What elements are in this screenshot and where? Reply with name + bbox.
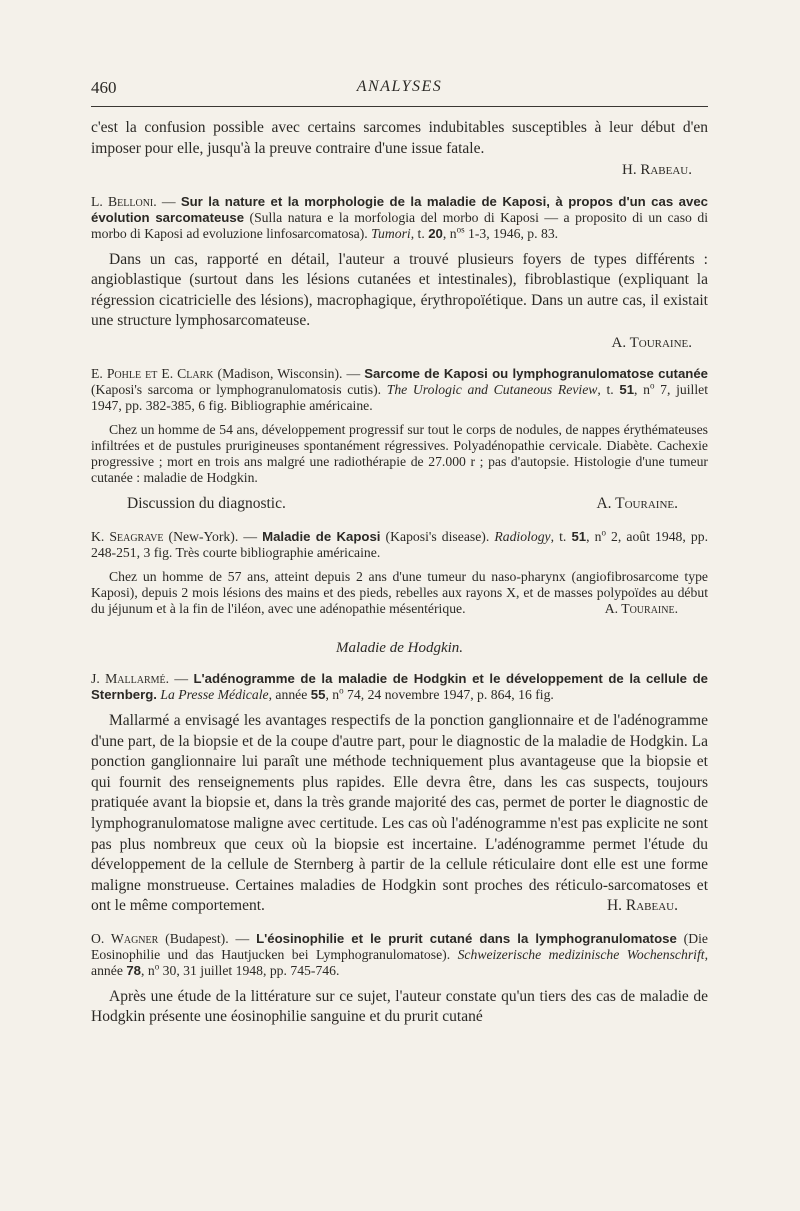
entry-author: E. Pohle et E. Clark bbox=[91, 366, 214, 381]
entry-ref-text: , n bbox=[634, 382, 650, 397]
entry-reference: L. Belloni. — Sur la nature et la morphologie de la maladie de Kaposi, à propos d'un cas avec évolution sarcomateuse (Sulla natura e la morfologia del morbo di Kaposi — a proposito di un caso di morbo di Kaposi ad evoluzione linfosarcomatosa). Tumori, t. 20, $n^{os}$ 1-3, 1946, p. 83. bbox=[91, 193, 708, 241]
entry-ref-text: , t. bbox=[410, 225, 425, 241]
entry-abstract: Dans un cas, rapporté en détail, l'auteur a trouvé plusieurs foyers de types différents : angioblastique (surtout dans les lésions cutanées et intestinales), fibroblastique (expliquant la régression cicatricielle des lésions), macrophagique, érythropoïétique. Dans un autre cas, il existait une structure lymphosarcomateuse. bbox=[91, 250, 708, 329]
entry-ref-text: (Kaposi's disease). bbox=[380, 528, 495, 544]
intro-signature: H. Rabeau. bbox=[622, 162, 692, 178]
intro-paragraph: c'est la confusion possible avec certains sarcomes indubitables susceptibles à leur début d'en imposer pour elle, jusqu'à la preuve contraire d'une issue fatale. bbox=[91, 119, 708, 157]
entry-ref-text: , n bbox=[586, 528, 602, 544]
entry-ref-text: , n bbox=[442, 225, 457, 241]
entry-ref-text: , t. bbox=[597, 382, 620, 397]
header-rule bbox=[91, 106, 708, 107]
entry-author: O. Wagner bbox=[91, 930, 159, 946]
entry-ref-text: 74, 24 novembre 1947, p. 864, 16 fig. bbox=[343, 687, 554, 702]
entry-discussion-line bbox=[91, 494, 708, 515]
entry-ref-text: (Die Eosinophilie und das Hautjucken bei Lymphogranulomatose). bbox=[91, 930, 708, 962]
entry-ref-text: , année bbox=[268, 687, 311, 702]
entry-title: Sur la nature et la morphologie de la maladie de Kaposi, à propos d'un cas avec évolution sarcomateuse bbox=[91, 193, 708, 225]
entry-journal: Radiology bbox=[494, 528, 551, 544]
entry-journal: Schweizerische medizinische Wochenschrift bbox=[457, 946, 705, 962]
entry-journal: La Presse Médicale bbox=[160, 687, 269, 702]
running-title: ANALYSES bbox=[356, 78, 443, 95]
entry-volume: 78 bbox=[126, 962, 142, 978]
entry-separator: — bbox=[169, 671, 194, 686]
entry-discussion: Discussion du diagnostic. bbox=[127, 495, 286, 512]
entry-place: (Budapest). — bbox=[158, 930, 257, 946]
entry-volume: 51 bbox=[571, 528, 587, 544]
article-body bbox=[91, 118, 708, 1028]
entry-signature: H. Rabeau. bbox=[606, 897, 678, 915]
entry-ref-sup: os bbox=[456, 223, 465, 234]
section-heading: Maladie de Hodgkin. bbox=[335, 639, 464, 656]
entry-ref-text: , n bbox=[141, 962, 155, 978]
entry-ref-text: (Kaposi's sarcoma or lymphogranulomatosis cutis). bbox=[91, 382, 387, 397]
entry-belloni bbox=[91, 194, 708, 353]
entry-signature: A. Touraine. bbox=[604, 600, 678, 616]
entry-ref-sup: o bbox=[649, 380, 655, 391]
entry-signature: A. Touraine. bbox=[596, 495, 678, 512]
entry-seagrave bbox=[91, 526, 708, 617]
entry-ref-sup: o bbox=[601, 526, 606, 537]
entry-ref-text: 2, août 1948, pp. 248-251, 3 fig. Très courte bibliographie américaine. bbox=[91, 528, 708, 560]
entry-mallarme bbox=[91, 671, 708, 917]
entry-ref-text: 30, 31 juillet 1948, pp. 745-746. bbox=[159, 962, 340, 978]
entry-journal: Tumori bbox=[371, 225, 411, 241]
entry-pohle-clark bbox=[91, 366, 708, 515]
entry-journal: The Urologic and Cutaneous Review bbox=[386, 382, 598, 397]
entry-title: L'éosinophilie et le prurit cutané dans la lymphogranulomatose bbox=[256, 930, 677, 946]
entry-ref-text: 1-3, 1946, p. 83. bbox=[464, 225, 559, 241]
entry-place: (Madison, Wisconsin). — bbox=[213, 366, 365, 381]
entry-reference bbox=[91, 526, 708, 561]
entry-abstract-text: Chez un homme de 57 ans, atteint depuis 2 ans d'une tumeur du naso-pharynx (angiofibrosarcome type Kaposi), depuis 2 mois lésions des mains et des pieds, rebelles aux rayons X, et de masses polypoïdes au début du jéjunum et à la fin de l'iléon, avec une adénopathie mésentérique. bbox=[91, 568, 708, 616]
entry-abstract bbox=[91, 569, 708, 617]
entry-reference bbox=[91, 671, 708, 703]
entry-volume: 20 bbox=[428, 225, 443, 241]
entry-title: Sarcome de Kaposi ou lymphogranulomatose cutanée bbox=[364, 366, 709, 381]
entry-reference bbox=[91, 366, 708, 414]
entry-reference bbox=[91, 931, 708, 979]
entry-volume: 51 bbox=[619, 382, 635, 397]
entry-title: L'adénogramme de la maladie de Hodgkin et le développement de la cellule de Sternberg. bbox=[91, 671, 709, 702]
entry-ref-text: , année bbox=[91, 946, 708, 978]
entry-author: K. Seagrave bbox=[91, 528, 164, 544]
entry-author: L. Belloni. bbox=[91, 193, 157, 209]
entry-place: (New-York). — bbox=[163, 528, 263, 544]
entry-ref-text: , t. bbox=[550, 528, 572, 544]
entry-title: Maladie de Kaposi bbox=[262, 528, 381, 544]
page-header bbox=[91, 78, 708, 104]
entry-ref-text: (Sulla natura e la morfologia del morbo di Kaposi — a proposito di un caso di morbo di Kaposi ad evoluzione linfosarcomatosa). bbox=[91, 209, 708, 241]
entry-wagner bbox=[91, 931, 708, 1028]
entry-abstract-text: Mallarmé a envisagé les avantages respectifs de la ponction ganglionnaire et de l'adénogramme d'une part, de la biopsie et de la coupe d'autre part, pour le diagnostic de la maladie de Hodgkin. La ponction ganglionnaire lui paraît une méthode techniquement plus avantageuse que la biopsie et qui fournit des renseignements plus rapides. Elle devra être, dans les cas suspects, toujours pratiquée avant la biopsie et, dans la très grande majorité des cas, permet de porter le diagnostic de lymphogranulomatose maligne avec certitude. Les cas où l'adénogramme n'est pas explicite ne sont pas plus nombreux que ceux où la biopsie est incertaine. L'adénogramme permet l'étude du développement de la cellule de Sternberg à partir de la cellule réticulaire dont elle est une forme maligne monstrueuse. Certaines maladies de Hodgkin sont proches des réticulo-sarcomatoses et ont le même comportement. bbox=[91, 712, 708, 915]
entry-abstract bbox=[91, 711, 708, 917]
page-number: 460 bbox=[91, 78, 117, 97]
entry-abstract: Après une étude de la littérature sur ce sujet, l'auteur constate qu'un tiers des cas de maladie de Hodgkin présente une éosinophilie sanguine et du prurit cutané bbox=[91, 987, 708, 1026]
entry-signature: A. Touraine. bbox=[611, 334, 692, 351]
entry-ref-text: 7, juillet 1947, pp. 382-385, 6 fig. Bibliographie américaine. bbox=[91, 382, 709, 413]
entry-ref-sup: o bbox=[339, 685, 344, 696]
entry-volume: 55 bbox=[310, 687, 326, 702]
entry-abstract: Chez un homme de 54 ans, développement progressif sur tout le corps de nodules, de nappes érythémateuses infiltrées et de pustules prurigineuses spontanément régressives. Polyadénopathie cervicale. Diabète. Cachexie progressive ; mort en trois ans malgré une radiothérapie de 27.000 r ; pas d'autopsie. Histologie d'une tumeur cutanée : maladie de Hodgkin. bbox=[91, 422, 708, 485]
entry-ref-text: , n bbox=[325, 687, 340, 702]
entry-author: J. Mallarmé. bbox=[91, 671, 170, 686]
entry-ref-sup: o bbox=[154, 961, 160, 972]
